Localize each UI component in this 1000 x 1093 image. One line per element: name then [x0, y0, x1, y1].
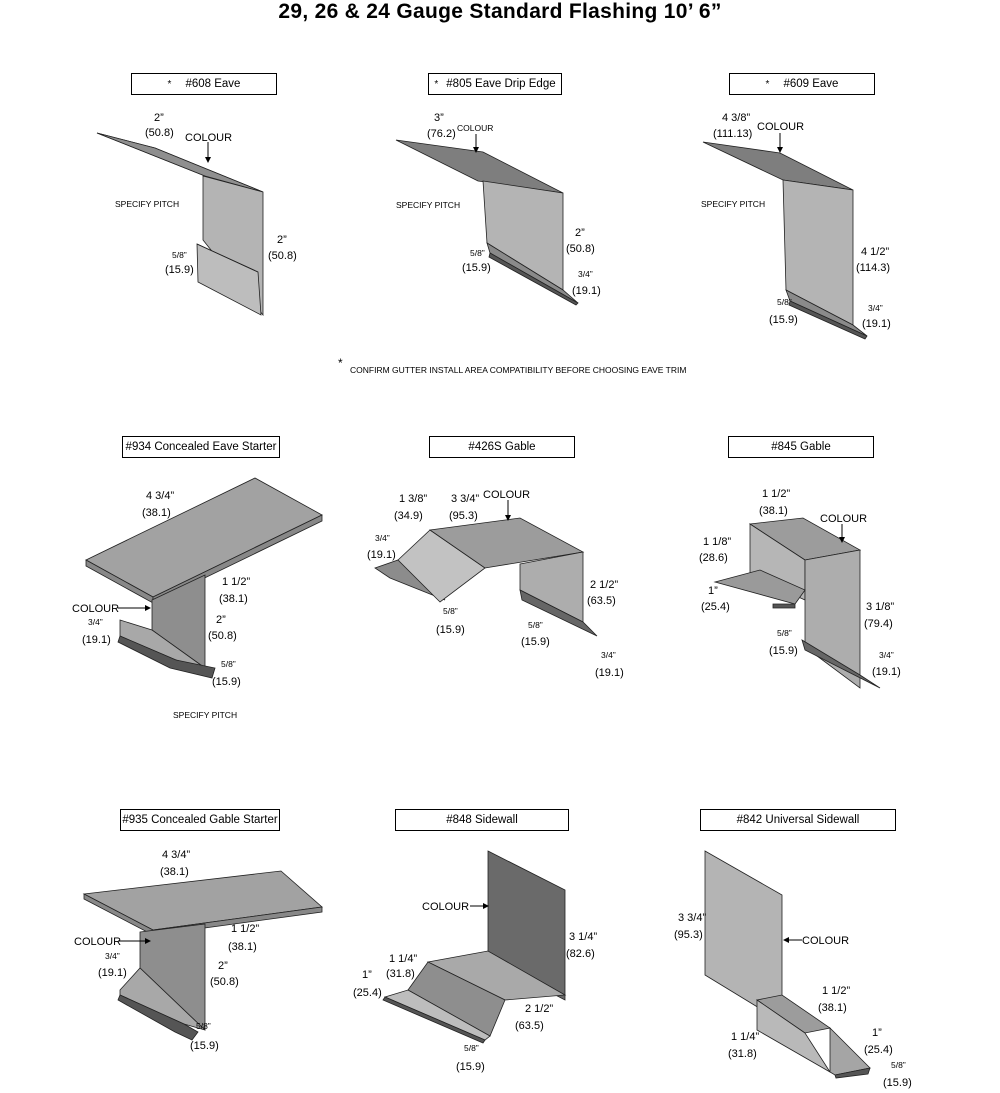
dim-934-c-mm: (50.8) — [208, 630, 237, 642]
dim-842-a-mm: (95.3) — [674, 929, 703, 941]
specify-pitch-label: SPECIFY PITCH — [396, 200, 461, 210]
label-text: #609 Eave — [783, 78, 839, 90]
dim-609-hem-mm: (15.9) — [769, 314, 798, 326]
colour-label: COLOUR — [483, 489, 531, 501]
dim-845-a-in: 1 1/2” — [762, 488, 791, 500]
label-text: #842 Universal Sidewall — [736, 814, 860, 826]
dim-426-d-mm: (15.9) — [436, 624, 465, 636]
colour-label: COLOUR — [72, 603, 120, 615]
label-text: #848 Sidewall — [446, 814, 518, 826]
dim-842-e-in: 5/8” — [891, 1060, 906, 1070]
dim-426-e-mm: (63.5) — [587, 595, 616, 607]
dim-935-a-in: 1 1/2” — [231, 923, 260, 935]
dim-935-top-in: 4 3/4” — [162, 849, 191, 861]
label-text: #805 Eave Drip Edge — [446, 78, 556, 90]
dim-848-e-in: 5/8” — [464, 1043, 479, 1053]
dim-426-c-in: 3/4” — [375, 533, 390, 543]
dim-842-c-mm: (31.8) — [728, 1048, 757, 1060]
dim-609-kick-mm: (19.1) — [862, 318, 891, 330]
dim-842-c-in: 1 1/4” — [731, 1031, 760, 1043]
dim-845-a-mm: (38.1) — [759, 505, 788, 517]
dim-842-d-in: 1” — [872, 1027, 882, 1039]
dim-934-c-in: 2” — [216, 614, 226, 626]
profile-608-eave — [97, 133, 263, 315]
dim-845-c-in: 1” — [708, 585, 718, 597]
asterisk: * — [434, 78, 439, 90]
dim-935-hem-in: 5/8” — [196, 1021, 211, 1031]
dim-426-c-mm: (19.1) — [367, 549, 396, 561]
specify-pitch-label: SPECIFY PITCH — [701, 199, 766, 209]
dim-845-f-mm: (19.1) — [872, 666, 901, 678]
dim-609-side-in: 4 1/2” — [861, 246, 890, 258]
dim-848-e-mm: (15.9) — [456, 1061, 485, 1073]
profile-426s-gable — [375, 518, 597, 636]
profile-805-eave-drip-edge — [396, 140, 578, 305]
dim-608-hem-mm: (15.9) — [165, 264, 194, 276]
dim-608-hem-in: 5/8” — [172, 250, 187, 260]
dim-848-d-in: 2 1/2” — [525, 1003, 554, 1015]
profile-935-concealed-gable-starter — [84, 871, 322, 1040]
dim-426-a-mm: (34.9) — [394, 510, 423, 522]
dim-805-top-in: 3” — [434, 112, 444, 124]
dim-609-hem-in: 5/8” — [777, 297, 792, 307]
colour-label: COLOUR — [757, 121, 805, 133]
asterisk: * — [765, 78, 770, 90]
profile-845-gable — [715, 518, 880, 688]
dim-426-a-in: 1 3/8” — [399, 493, 428, 505]
dim-848-c-in: 1” — [362, 969, 372, 981]
dim-609-kick-in: 3/4” — [868, 303, 883, 313]
dim-426-f-mm: (15.9) — [521, 636, 550, 648]
dim-845-f-in: 3/4” — [879, 650, 894, 660]
label-text: #935 Concealed Gable Starter — [122, 814, 278, 826]
dim-805-side-in: 2” — [575, 227, 585, 239]
dim-426-b-in: 3 3/4” — [451, 493, 480, 505]
dim-805-side-mm: (50.8) — [566, 243, 595, 255]
dim-608-top-in: 2” — [154, 112, 164, 124]
profile-842-universal-sidewall — [705, 851, 870, 1078]
compatibility-note: CONFIRM GUTTER INSTALL AREA COMPATIBILITY BEFORE CHOOSING EAVE TRIM — [350, 365, 687, 375]
dim-609-top-mm: (111.13) — [713, 128, 753, 140]
dim-935-c-in: 2” — [218, 960, 228, 972]
dim-842-b-mm: (38.1) — [818, 1002, 847, 1014]
dim-935-b-mm: (19.1) — [98, 967, 127, 979]
dim-805-hem-in: 5/8” — [470, 248, 485, 258]
colour-label: COLOUR — [74, 936, 122, 948]
colour-label: COLOUR — [422, 901, 470, 913]
specify-pitch-label: SPECIFY PITCH — [173, 710, 238, 720]
dim-608-side-mm: (50.8) — [268, 250, 297, 262]
dim-845-e-mm: (15.9) — [769, 645, 798, 657]
dim-934-a-in: 1 1/2” — [222, 576, 251, 588]
dim-842-e-mm: (15.9) — [883, 1077, 912, 1089]
colour-label: COLOUR — [820, 513, 868, 525]
dim-426-g-in: 3/4” — [601, 650, 616, 660]
dim-935-top-mm: (38.1) — [160, 866, 189, 878]
dim-935-b-in: 3/4” — [105, 951, 120, 961]
dim-426-b-mm: (95.3) — [449, 510, 478, 522]
dim-608-top-mm: (50.8) — [145, 127, 174, 139]
dim-845-d-mm: (79.4) — [864, 618, 893, 630]
dim-935-a-mm: (38.1) — [228, 941, 257, 953]
dim-935-hem-mm: (15.9) — [190, 1040, 219, 1052]
dim-848-d-mm: (63.5) — [515, 1020, 544, 1032]
dim-609-side-mm: (114.3) — [856, 262, 891, 274]
dim-934-hem-mm: (15.9) — [212, 676, 241, 688]
page-title: 29, 26 & 24 Gauge Standard Flashing 10’ 6” — [278, 0, 722, 23]
dim-848-b-in: 1 1/4” — [389, 953, 418, 965]
dim-842-b-in: 1 1/2” — [822, 985, 851, 997]
asterisk: * — [167, 78, 172, 90]
dim-845-d-in: 3 1/8” — [866, 601, 895, 613]
dim-426-d-in: 5/8” — [443, 606, 458, 616]
dim-934-top-mm: (38.1) — [142, 507, 171, 519]
dim-934-hem-in: 5/8” — [221, 659, 236, 669]
dim-805-top-mm: (76.2) — [427, 128, 456, 140]
dim-426-f-in: 5/8” — [528, 620, 543, 630]
dim-842-a-in: 3 3/4” — [678, 912, 707, 924]
dim-842-d-mm: (25.4) — [864, 1044, 893, 1056]
colour-label: COLOUR — [802, 935, 850, 947]
label-text: #426S Gable — [468, 441, 536, 453]
profile-609-eave — [703, 142, 867, 339]
specify-pitch-label: SPECIFY PITCH — [115, 199, 180, 209]
dim-805-kick-in: 3/4” — [578, 269, 593, 279]
colour-label: COLOUR — [185, 132, 233, 144]
dim-609-top-in: 4 3/8” — [722, 112, 751, 124]
dim-608-side-in: 2” — [277, 234, 287, 246]
dim-426-g-mm: (19.1) — [595, 667, 624, 679]
dim-848-a-mm: (82.6) — [566, 948, 595, 960]
label-text: #845 Gable — [771, 441, 831, 453]
dim-934-a-mm: (38.1) — [219, 593, 248, 605]
dim-935-c-mm: (50.8) — [210, 976, 239, 988]
profile-934-concealed-eave-starter — [86, 478, 322, 678]
dim-845-b-mm: (28.6) — [699, 552, 728, 564]
dim-848-b-mm: (31.8) — [386, 968, 415, 980]
dim-845-c-mm: (25.4) — [701, 601, 730, 613]
dim-934-b-mm: (19.1) — [82, 634, 111, 646]
dim-845-b-in: 1 1/8” — [703, 536, 732, 548]
dim-934-top-in: 4 3/4” — [146, 490, 175, 502]
dim-805-hem-mm: (15.9) — [462, 262, 491, 274]
dim-805-kick-mm: (19.1) — [572, 285, 601, 297]
dim-848-a-in: 3 1/4” — [569, 931, 598, 943]
dim-934-b-in: 3/4” — [88, 617, 103, 627]
label-text: #934 Concealed Eave Starter — [125, 441, 277, 453]
note-asterisk: * — [338, 356, 343, 370]
dim-848-c-mm: (25.4) — [353, 987, 382, 999]
dim-426-e-in: 2 1/2” — [590, 579, 619, 591]
dim-845-e-in: 5/8” — [777, 628, 792, 638]
colour-label: COLOUR — [457, 123, 494, 133]
label-text: #608 Eave — [185, 78, 241, 90]
